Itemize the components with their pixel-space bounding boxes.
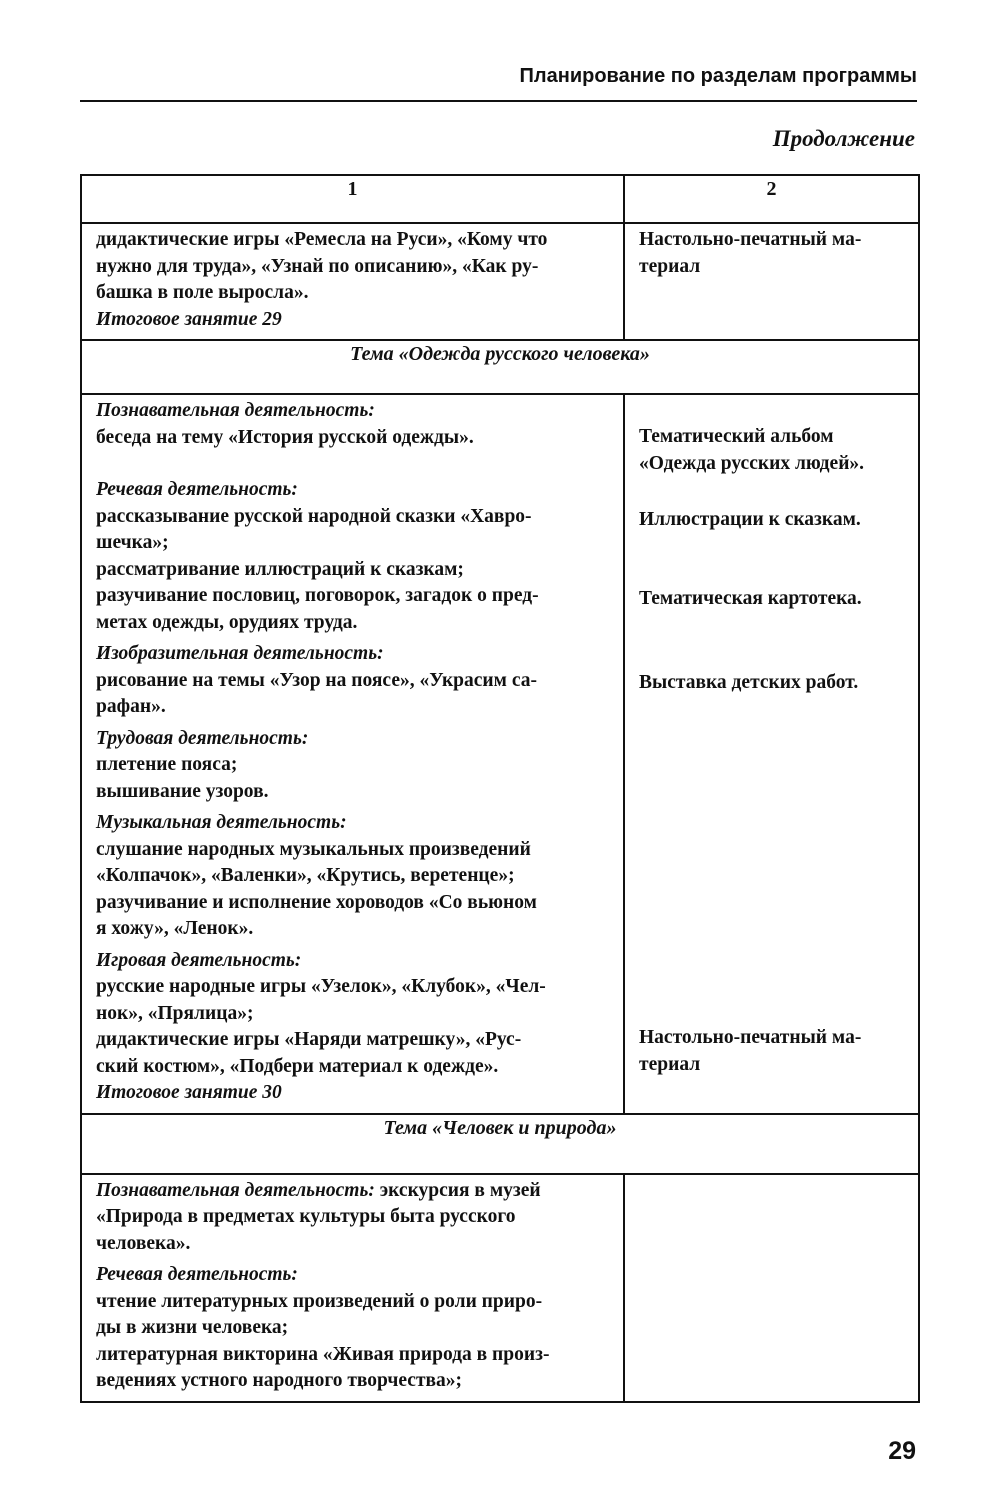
text-line: ды в жизни человека; xyxy=(96,1317,289,1338)
table-header-row xyxy=(81,175,919,223)
text-line: нужно для труда», «Узнай по описанию», «Как ру- xyxy=(96,255,539,277)
text-line: беседа на тему «История русской одежды». xyxy=(96,426,474,448)
album-note xyxy=(639,424,864,477)
row3-right xyxy=(624,1174,919,1402)
text-line: плетение пояса; xyxy=(96,754,238,775)
visual-heading: Изобразительная деятельность: xyxy=(96,643,384,664)
topic-row xyxy=(81,1114,919,1174)
text-line: «Природа в предметах культуры быта русского xyxy=(96,1206,516,1227)
text-line: башка в поле выросла». xyxy=(96,282,309,303)
text-line: литературная викторина «Живая природа в произ- xyxy=(96,1343,550,1365)
text-line: русские народные игры «Узелок», «Клубок», «Чел- xyxy=(96,976,546,997)
text-line: рассказывание русской народной сказки «Хавро- xyxy=(96,505,532,527)
text-line: я хожу», «Ленок». xyxy=(96,918,254,939)
card-index-note: Тематическая картотека. xyxy=(639,588,862,609)
cognitive-heading: Познавательная деятельность: xyxy=(96,1179,375,1201)
row2-left xyxy=(81,394,624,1114)
running-head-text: Планирование по разделам программы xyxy=(519,65,917,87)
text-line: метах одежды, орудиях труда. xyxy=(96,611,358,633)
text-line: рафан». xyxy=(96,696,166,717)
text-line xyxy=(96,1178,611,1205)
text-line: чтение литературных произведений о роли приро- xyxy=(96,1290,543,1312)
game-heading: Игровая деятельность: xyxy=(96,949,302,971)
text-line: Настольно-печатный ма- xyxy=(639,1027,862,1048)
board-games-note xyxy=(639,1025,861,1078)
row1-right xyxy=(624,223,919,340)
continuation-label: Продолжение xyxy=(772,126,915,151)
text-line: слушание народных музыкальных произведений xyxy=(96,838,531,860)
table-row xyxy=(81,1174,919,1402)
inline-text: экскурсия в музей xyxy=(374,1179,541,1201)
table-row xyxy=(81,394,919,1114)
text-line: человека». xyxy=(96,1232,191,1254)
text-line: ский костюм», «Подбери материал к одежде». xyxy=(96,1055,499,1077)
text-line: «Одежда русских людей». xyxy=(639,452,865,474)
text-line: разучивание пословиц, поговорок, загадок о пред- xyxy=(96,585,539,606)
illustrations-note: Иллюстрации к сказкам. xyxy=(639,509,861,530)
text-line: рисование на темы «Узор на поясе», «Украсим са- xyxy=(96,669,537,691)
speech-heading: Речевая деятельность: xyxy=(96,1264,298,1285)
final-lesson-30: Итоговое занятие 30 xyxy=(96,1082,282,1103)
row1-left xyxy=(81,223,624,340)
running-head xyxy=(80,62,917,102)
text-line: шечка»; xyxy=(96,532,169,553)
final-lesson-29: Итоговое занятие 29 xyxy=(96,308,282,330)
row3-left xyxy=(81,1174,624,1402)
text-line: рассматривание иллюстраций к сказкам; xyxy=(96,558,464,580)
planning-table xyxy=(80,174,920,1403)
text-line: «Колпачок», «Валенки», «Крутись, веретенце»; xyxy=(96,865,515,886)
text-line: териал xyxy=(639,255,701,277)
text-line: дидактические игры «Ремесла на Руси», «Кому что xyxy=(96,229,548,250)
page-number: 29 xyxy=(888,1437,916,1465)
text-line: вышивание узоров. xyxy=(96,780,269,802)
labor-heading: Трудовая деятельность: xyxy=(96,727,309,749)
topic-row xyxy=(81,340,919,394)
topic-clothing: Тема «Одежда русского человека» xyxy=(81,340,919,394)
music-heading: Музыкальная деятельность: xyxy=(96,812,347,833)
exhibition-note: Выставка детских работ. xyxy=(639,672,859,693)
text-line: дидактические игры «Наряди матрешку», «Рус- xyxy=(96,1029,522,1050)
header-col-1: 1 xyxy=(81,175,624,223)
topic-nature: Тема «Человек и природа» xyxy=(81,1114,919,1174)
text-line: разучивание и исполнение хороводов «Со вьюном xyxy=(96,891,537,913)
text-line: Тематический альбом xyxy=(639,426,834,447)
text-line: ведениях устного народного творчества»; xyxy=(96,1370,463,1391)
row2-right xyxy=(624,394,919,1114)
table-row xyxy=(81,223,919,340)
header-col-2: 2 xyxy=(624,175,919,223)
text-line: териал xyxy=(639,1053,701,1075)
text-line: нок», «Прялица»; xyxy=(96,1002,254,1024)
cognitive-heading: Познавательная деятельность: xyxy=(96,400,375,421)
text-line: Настольно-печатный ма- xyxy=(639,229,862,250)
speech-heading: Речевая деятельность: xyxy=(96,479,298,500)
